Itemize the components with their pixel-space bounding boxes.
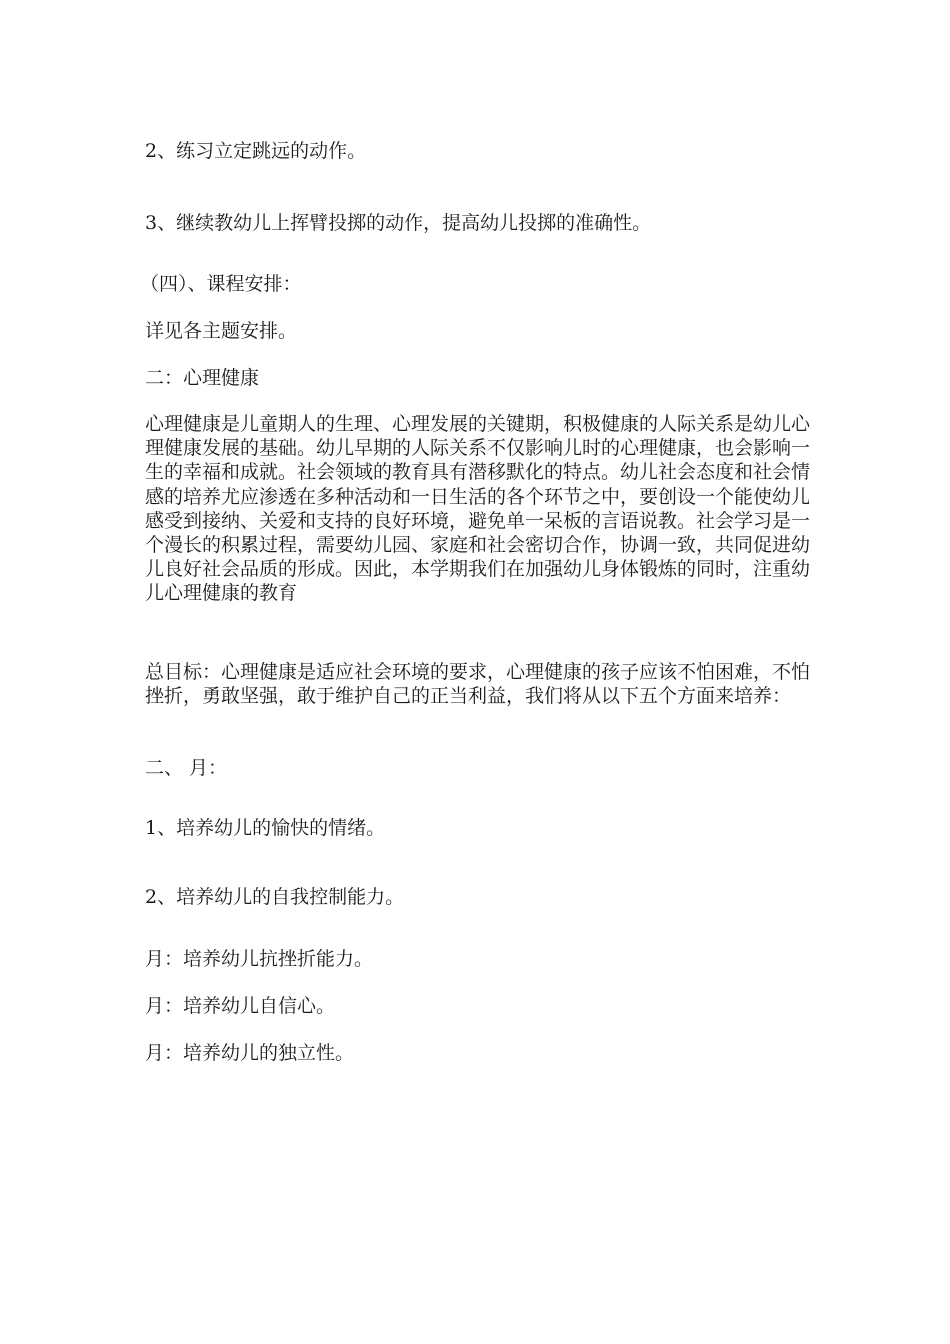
section-heading-course-schedule: （四）、课程安排： [140, 273, 302, 295]
course-schedule-text: 详见各主题安排。 [145, 320, 298, 342]
list-item-happy-emotions: 1、培养幼儿的愉快的情绪。 [145, 817, 386, 839]
overall-goal-paragraph: 总目标：心理健康是适应社会环境的要求，心理健康的孩子应该不怕困难，不怕挫折，勇敢坚强，敢于维护自己的正当利益，我们将从以下五个方面来培养： [145, 661, 811, 708]
month-line-frustration: 月：培养幼儿抗挫折能力。 [145, 948, 374, 970]
list-item-self-control: 2、培养幼儿的自我控制能力。 [145, 886, 405, 908]
list-item-standing-long-jump: 2、练习立定跳远的动作。 [145, 140, 367, 162]
mental-health-paragraph: 心理健康是儿童期人的生理、心理发展的关键期，积极健康的人际关系是幼儿心理健康发展的基础。幼儿早期的人际关系不仅影响儿时的心理健康，也会影响一生的幸福和成就。社会领域的教育具有潜移默化的特点。幼儿社会态度和社会情感的培养尤应渗透在多种活动和一日生活的各个环节之中，要创设一个能使幼儿感受到接纳、关爱和支持的良好环境，避免单一呆板的言语说教。社会学习是一个漫长的积累过程，需要幼儿园、家庭和社会密切合作，协调一致，共同促进幼儿良好社会品质的形成。因此，本学期我们在加强幼儿身体锻炼的同时，注重幼儿心理健康的教育 [145, 413, 811, 605]
month-line-independence: 月：培养幼儿的独立性。 [145, 1042, 355, 1064]
month-line-confidence: 月：培养幼儿自信心。 [145, 995, 336, 1017]
month-heading: 二、 月： [145, 757, 228, 779]
section-heading-mental-health: 二：心理健康 [145, 367, 260, 389]
list-item-overhand-throw: 3、继续教幼儿上挥臂投掷的动作，提高幼儿投掷的准确性。 [145, 212, 652, 234]
